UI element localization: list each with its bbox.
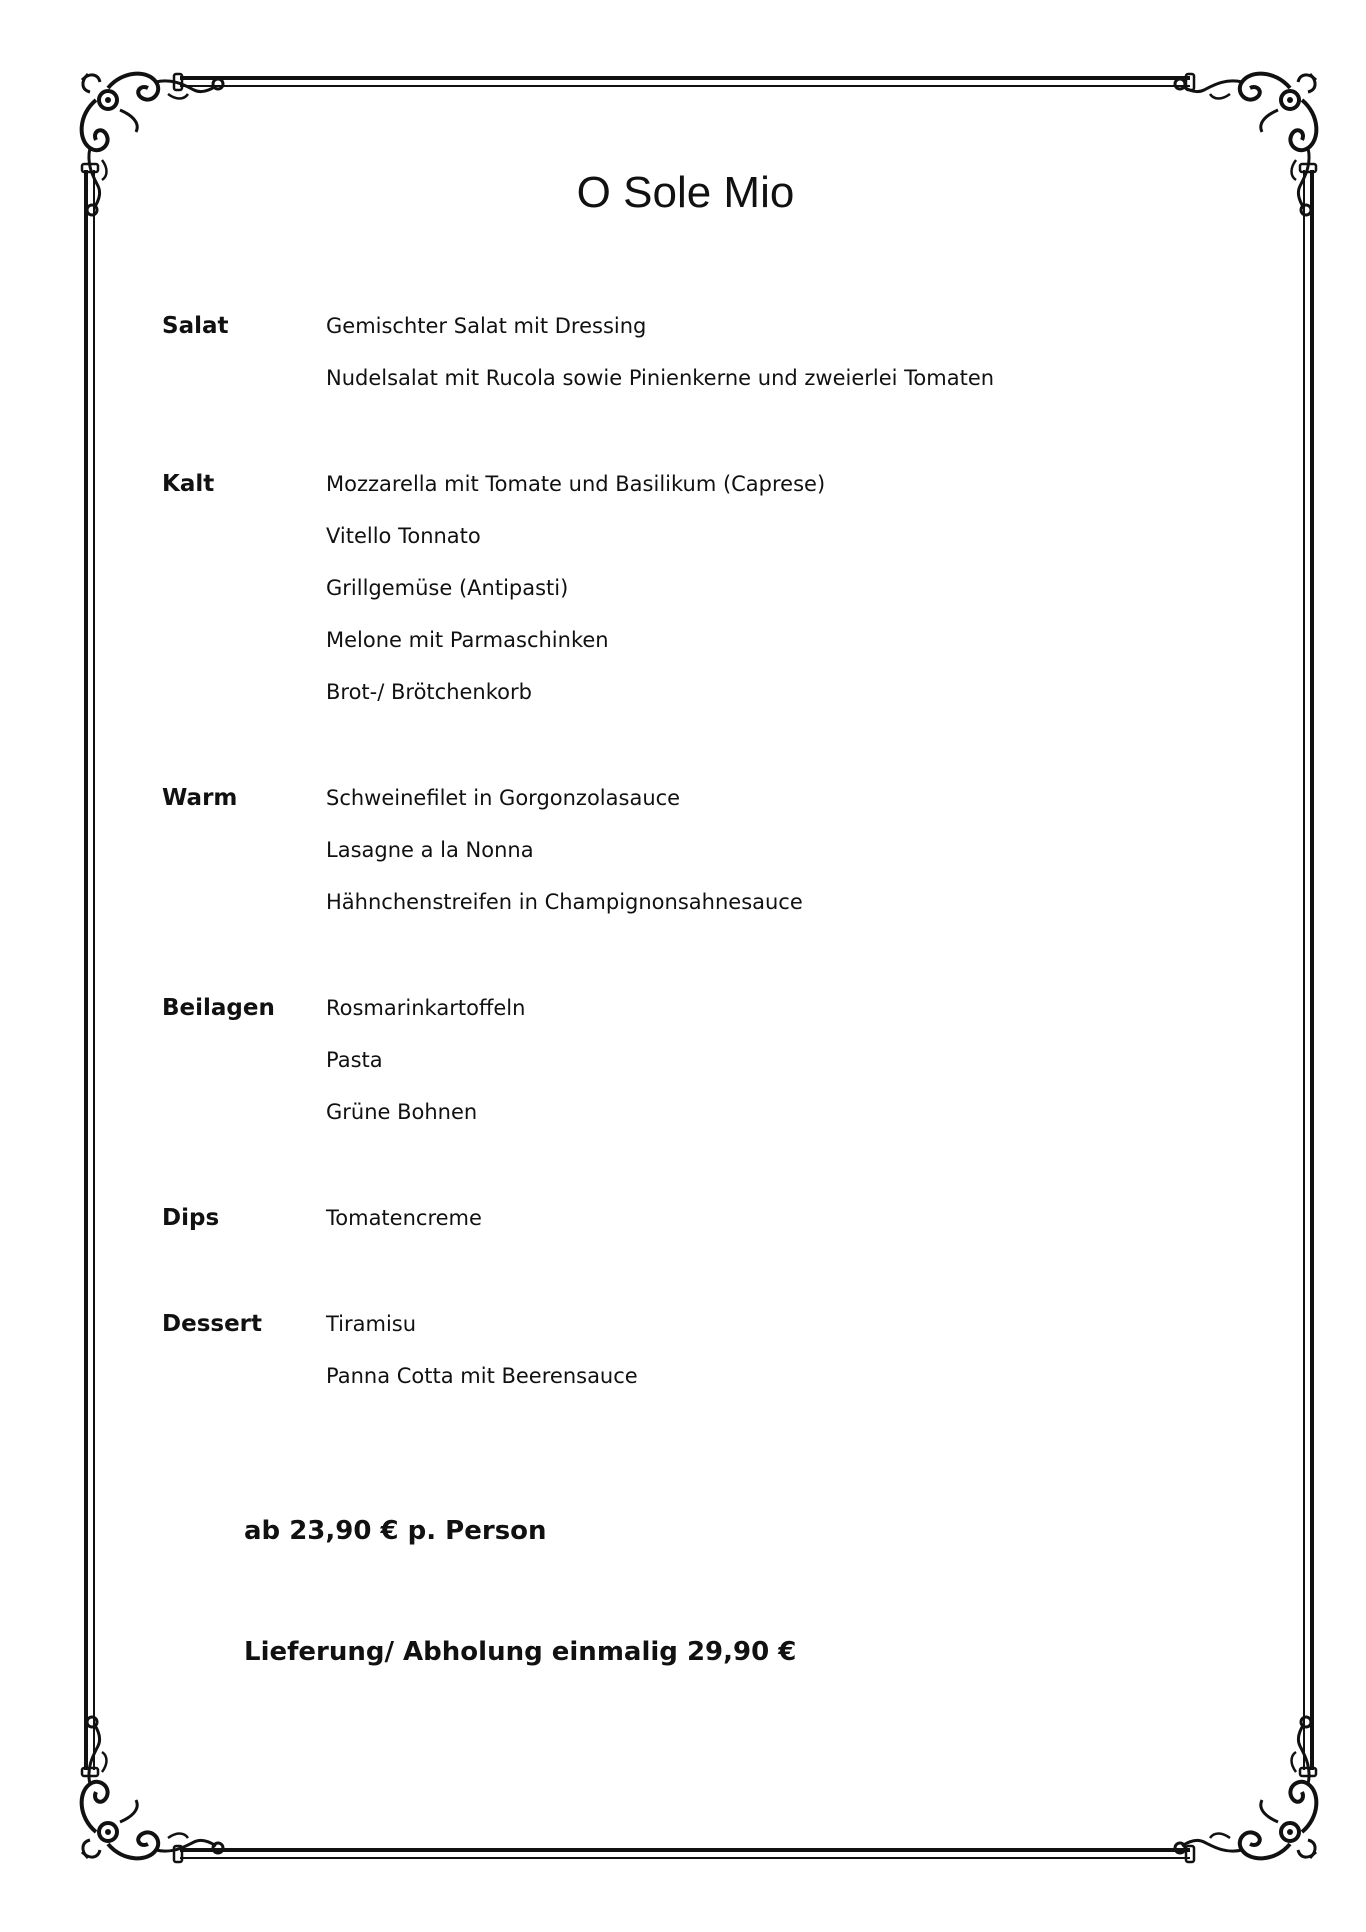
menu-item: Grüne Bohnen [326,1100,478,1124]
section-items [326,982,1222,1138]
restaurant-name: O Sole Mio [576,168,795,217]
section-label: Salat [162,313,229,339]
section-label: Dips [162,1205,220,1231]
menu-item: Tiramisu [326,1312,417,1336]
menu-item: Lasagne a la Nonna [326,838,534,862]
menu-item: Panna Cotta mit Beerensauce [326,1364,638,1388]
menu-item: Tomatencreme [326,1206,482,1230]
section-label: Beilagen [162,995,275,1021]
menu-section-kalt [162,458,1222,718]
section-label: Warm [162,785,238,811]
menu-item: Hähnchenstreifen in Champignonsahnesauce [326,890,803,914]
menu-item: Melone mit Parmaschinken [326,628,609,652]
section-items [326,772,1222,928]
menu-section-dessert [162,1298,1222,1402]
menu-item: Gemischter Salat mit Dressing [326,314,647,338]
corner-ornament-bottom-left-icon [82,1717,223,1858]
menu-item: Vitello Tonnato [326,524,481,548]
menu-item: Pasta [326,1048,383,1072]
menu-section-warm [162,772,1222,928]
menu-section-beilagen [162,982,1222,1138]
menu-item: Nudelsalat mit Rucola sowie Pinienkerne und zweierlei Tomaten [326,366,995,390]
price-per-person: ab 23,90 € p. Person [244,1516,547,1546]
menu-item: Rosmarinkartoffeln [326,996,526,1020]
menu-section-salat [162,300,1222,404]
section-label: Kalt [162,471,215,497]
delivery-fee: Lieferung/ Abholung einmalig 29,90 € [244,1637,797,1667]
section-items [326,300,1222,404]
menu-section-dips [162,1192,1222,1244]
section-items [326,1192,1222,1244]
section-label: Dessert [162,1311,263,1337]
menu-item: Schweinefilet in Gorgonzolasauce [326,786,681,810]
menu-item: Grillgemüse (Antipasti) [326,576,569,600]
page-title [0,168,1366,218]
menu-list [162,300,1222,1456]
menu-item: Mozzarella mit Tomate und Basilikum (Caprese) [326,472,826,496]
section-items [326,458,1222,718]
section-items [326,1298,1222,1402]
menu-item: Brot-/ Brötchenkorb [326,680,532,704]
corner-ornament-bottom-right-icon [1175,1717,1316,1858]
